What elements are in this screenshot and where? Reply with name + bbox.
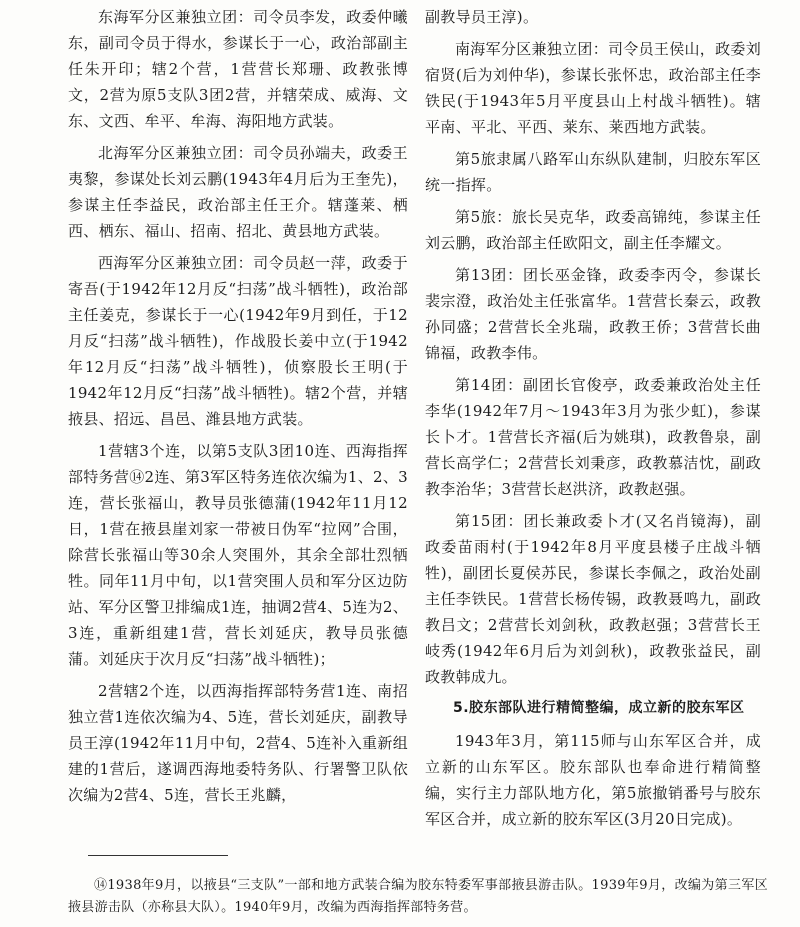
paragraph-continuation: 副教导员王淳)。 <box>425 8 539 26</box>
left-column <box>68 4 408 814</box>
footnote-divider <box>88 855 228 856</box>
paragraph-fifth-brigade: 第5旅：旅长吴克华，政委高锦纯，参谋主任刘云鹏，政治部主任欧阳文，副主任李耀文。 <box>425 208 761 252</box>
paragraph-xihai-subdistrict: 西海军分区兼独立团：司令员赵一萍，政委于寄吾(于1942年12月反“扫荡”战斗牺牲)，政治部主任姜克，参谋长于一心(1942年9月到任，于12月反“扫荡”战斗牺牲)，作战股长姜中立(于1942年12月反“扫荡”战斗牺牲)，侦察股长王明(于1942年12月反“扫荡”战斗牺牲)。辖2个营，并辖掖县、招远、昌邑、潍县地方武装。 <box>68 254 408 428</box>
paragraph-nanhai-subdistrict: 南海军分区兼独立团：司令员王侯山，政委刘宿贤(后为刘仲华)，参谋长张怀忠，政治部主任李铁民(于1943年5月平度县山上村战斗牺牲)。辖平南、平北、平西、莱东、莱西地方武装。 <box>425 40 762 136</box>
paragraph-first-battalion: 1营辖3个连，以第5支队3团10连、西海指挥部特务营⑭2连、第3军区特务连依次编为1、2、3连，营长张福山，教导员张德蒲(1942年11月12日，1营在掖县崖刘家一带被日伪军“拉网”合围，除营长张福山等30余人突围外，其余全部壮烈牺牲。同年11月中旬，以1营突围人员和军分区边防站、军分区警卫排编成1连，抽调2营4、5连为2、3连，重新组建1营，营长刘延庆，教导员张德蒲。刘延庆于次月反“扫荡”战斗牺牲)； <box>68 442 408 668</box>
right-column <box>425 4 761 838</box>
paragraph-second-battalion: 2营辖2个连，以西海指挥部特务营1连、南招独立营1连依次编为4、5连，营长刘延庆，副教导员王淳(1942年11月中旬，2营4、5连补入重新组建的1营后，遂调西海地委特务队、行署警卫队依次编为2营4、5连，营长王兆麟， <box>68 682 408 804</box>
paragraph-15th-regiment: 第15团：团长兼政委卜才(又名肖镜海)，副政委苗雨村(于1942年8月平度县楼子庄战斗牺牲)，副团长夏侯苏民，参谋长李佩之，政治处副主任李铁民。1营营长杨传锡，政教聂鸣九，副政教吕文；2营营长刘剑秋，政教赵强；3营营长王岐秀(1942年6月后为刘剑秋)，政教张益民，副政教韩成九。 <box>425 512 761 686</box>
paragraph-reorganization: 1943年3月，第115师与山东军区合并，成立新的山东军区。胶东部队也奉命进行精简整编，实行主力部队地方化，第5旅撤销番号与胶东军区合并，成立新的胶东军区(3月20日完成)。 <box>425 732 761 828</box>
paragraph-donghai-subdistrict: 东海军分区兼独立团：司令员李发，政委仲曦东，副司令员于得水，参谋长于一心，政治部副主任朱开印；辖2个营，1营营长郑珊、政教张博文，2营为原5支队3团2营，并辖荣成、威海、文东、文西、牟平、牟海、海阳地方武装。 <box>68 8 408 130</box>
paragraph-14th-regiment: 第14团：副团长官俊亭，政委兼政治处主任李华(1942年7月～1943年3月为张少虹)，参谋长卜才。1营营长齐福(后为姚琪)，政教鲁泉，副营长高学仁；2营营长刘秉彦，政教慕洁忱，副政教李治华；3营营长赵洪济，政教赵强。 <box>425 376 761 498</box>
paragraph-13th-regiment: 第13团：团长巫金锋，政委李丙令，参谋长裴宗澄，政治处主任张富华。1营营长秦云，政教孙同盛；2营营长全兆瑞，政教王侨；3营营长曲锦福，政教李伟。 <box>425 266 761 362</box>
paragraph-beihai-subdistrict: 北海军分区兼独立团：司令员孙端夫，政委王夷黎，参谋处长刘云鹏(1943年4月后为王奎先)，参谋主任李益民，政治部主任王介。辖蓬莱、栖西、栖东、福山、招南、招北、黄县地方武装。 <box>68 144 408 240</box>
section-heading: 5.胶东部队进行精简整编，成立新的胶东军区 <box>453 700 745 716</box>
paragraph-fifth-brigade-affiliation: 第5旅隶属八路军山东纵队建制，归胶东军区统一指挥。 <box>425 150 761 194</box>
footnote-14: ⑭1938年9月，以掖县“三支队”一部和地方武装合编为胶东特委军事部掖县游击队。1939年9月，改编为第三军区掖县游击队（亦称县大队）。1940年9月，改编为西海指挥部特务营。 <box>68 878 768 915</box>
